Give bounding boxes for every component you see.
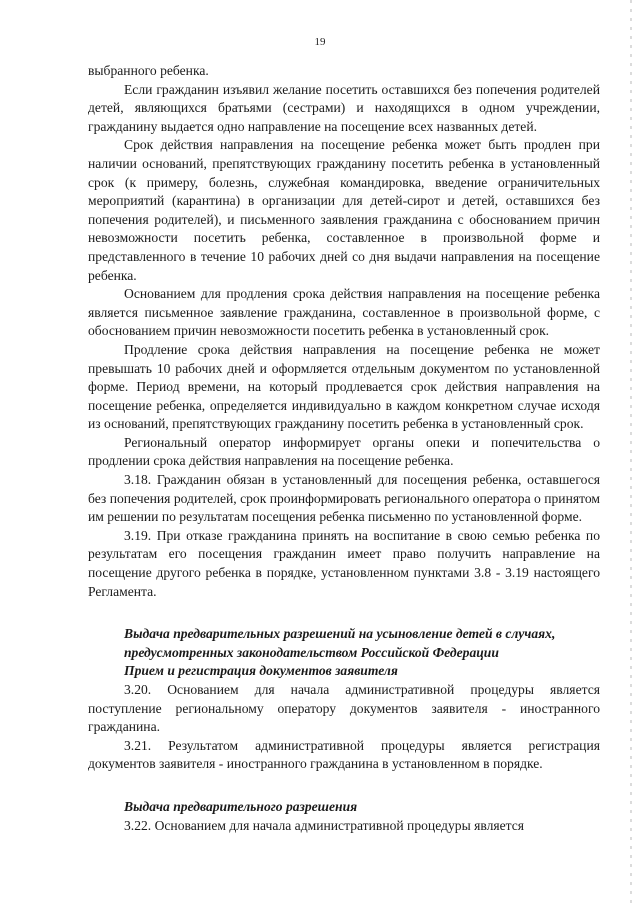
paragraph: 3.20. Основанием для начала административной процедуры является поступление региональному оператору документов заявителя - иностранного гражданина. — [88, 682, 600, 735]
paragraph: Основанием для продления срока действия направления на посещение ребенка является письменное заявление гражданина, составленное в произвольной форме, с обоснованием причин невозможности посетить ребенка в установленный срок. — [88, 286, 600, 339]
paragraph: Продление срока действия направления на посещение ребенка не может превышать 10 рабочих дней и оформляется отдельным документом по установленной форме. Период времени, на который продлевается срок действия направления на посещение ребенка, определяется индивидуально в каждом конкретном случае исходя из оснований, препятствующих гражданину посетить ребенка в установленный срок. — [88, 341, 600, 432]
paragraph: 3.21. Результатом административной процедуры является регистрация документов заявителя - иностранного гражданина в установленном в порядке. — [88, 737, 600, 772]
paragraph-group-bottom — [88, 817, 600, 836]
paragraph-group-middle — [88, 681, 600, 774]
section-heading-permission: Выдача предварительного разрешения — [124, 798, 358, 814]
section-gap — [88, 601, 600, 625]
heading-line: предусмотренных законодательством Российской Федерации — [124, 644, 499, 660]
paragraph: Если гражданин изъявил желание посетить оставшихся без попечения родителей детей, являющихся братьями (сестрами) и находящихся в одном учреждении, гражданину выдается одно направление на посещение всех названных детей. — [88, 81, 600, 134]
paragraph: 3.18. Гражданин обязан в установленный для посещения ребенка, оставшегося без попечения родителей, срок проинформировать регионального оператора о принятом им решении по результатам посещения ребенка письменно по установленной форме. — [88, 472, 600, 525]
page-number: 19 — [314, 36, 326, 48]
document-body — [88, 62, 600, 835]
paragraph-group-top — [88, 62, 600, 601]
paragraph: Региональный оператор информирует органы опеки и попечительства о продлении срока действия направления на посещение ребенка. — [88, 434, 600, 469]
section-heading-adoption — [88, 625, 600, 681]
heading-line: Выдача предварительных разрешений на усыновление детей в случаях, — [124, 626, 556, 642]
paragraph: 3.19. При отказе гражданина принять на воспитание в свою семью ребенка по результатам его посещения гражданин имеет право получить направление на посещение другого ребенка в порядке, установленном пунктами 3.8 - 3.19 настоящего Регламента. — [88, 527, 600, 599]
section-gap — [88, 774, 600, 798]
paragraph: 3.22. Основанием для начала административной процедуры является — [124, 817, 525, 833]
paragraph: выбранного ребенка. — [88, 63, 209, 78]
scan-edge-mark — [630, 0, 632, 905]
heading-line: Прием и регистрация документов заявителя — [124, 663, 398, 679]
paragraph: Срок действия направления на посещение ребенка может быть продлен при наличии оснований, препятствующих гражданину посетить ребенка в установленный срок (к примеру, болезнь, служебная командировка, введение ограничительных мероприятий (карантина) в организации для детей-сирот и детей, оставшихся без попечения родителей), и письменного заявления гражданина с обоснованием причин невозможности посетить ребенка, составленное в произвольной форме и представленного в течение 10 рабочих дней со дня выдачи направления на посещение ребенка. — [88, 137, 600, 283]
